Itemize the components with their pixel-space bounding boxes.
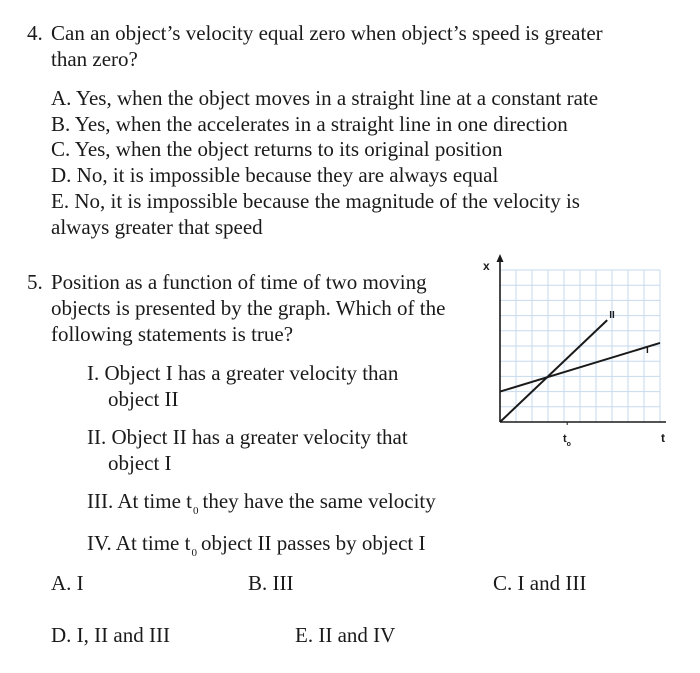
q4-option-e-line2: always greater that speed xyxy=(51,215,263,239)
q5-answer-c: C. I and III xyxy=(493,571,587,595)
q5-statement-1: I. Object I has a greater velocity than xyxy=(87,361,399,385)
q4-stem-line1: Can an object’s velocity equal zero when object’s speed is greater xyxy=(51,21,603,45)
q5-stem-line1: Position as a function of time of two moving xyxy=(51,270,427,294)
q5-statement-1-line2: object II xyxy=(108,387,179,411)
y-axis-label: x xyxy=(483,259,490,273)
q5-answer-e: E. II and IV xyxy=(295,623,396,647)
series-I-label: I xyxy=(646,344,649,356)
q4-option-c: C. Yes, when the object returns to its original position xyxy=(51,137,503,161)
q4-option-e: E. No, it is impossible because the magnitude of the velocity is xyxy=(51,189,580,213)
q5-answer-d: D. I, II and III xyxy=(51,623,170,647)
position-time-graph xyxy=(480,252,680,462)
q5-statement-4: IV. At time $t_0$ object II passes by object I xyxy=(87,531,426,559)
q5-number: 5. xyxy=(27,270,43,294)
graph-axes xyxy=(497,254,667,425)
y-axis-arrow xyxy=(497,254,504,262)
q4-number: 4. xyxy=(27,21,43,45)
q5-stem-line2: objects is presented by the graph. Which of the xyxy=(51,296,446,320)
x-axis-label: t xyxy=(661,431,665,445)
q5-answer-a: A. I xyxy=(51,571,84,595)
q5-answer-b: B. III xyxy=(248,571,294,595)
q5-statement-2: II. Object II has a greater velocity that xyxy=(87,425,408,449)
q4-option-b: B. Yes, when the accelerates in a straight line in one direction xyxy=(51,112,568,136)
q5-stem-line3: following statements is true? xyxy=(51,322,294,346)
series-II-label: II xyxy=(609,310,615,322)
q4-option-d: D. No, it is impossible because they are always equal xyxy=(51,163,499,187)
t0-tick-label: $t_o$ xyxy=(563,433,571,448)
q4-stem-line2: than zero? xyxy=(51,47,138,71)
q5-statement-2-line2: object I xyxy=(108,451,172,475)
q4-option-a: A. Yes, when the object moves in a straight line at a constant rate xyxy=(51,86,599,110)
q5-statement-3: III. At time $t_0$ they have the same velocity xyxy=(87,489,436,517)
